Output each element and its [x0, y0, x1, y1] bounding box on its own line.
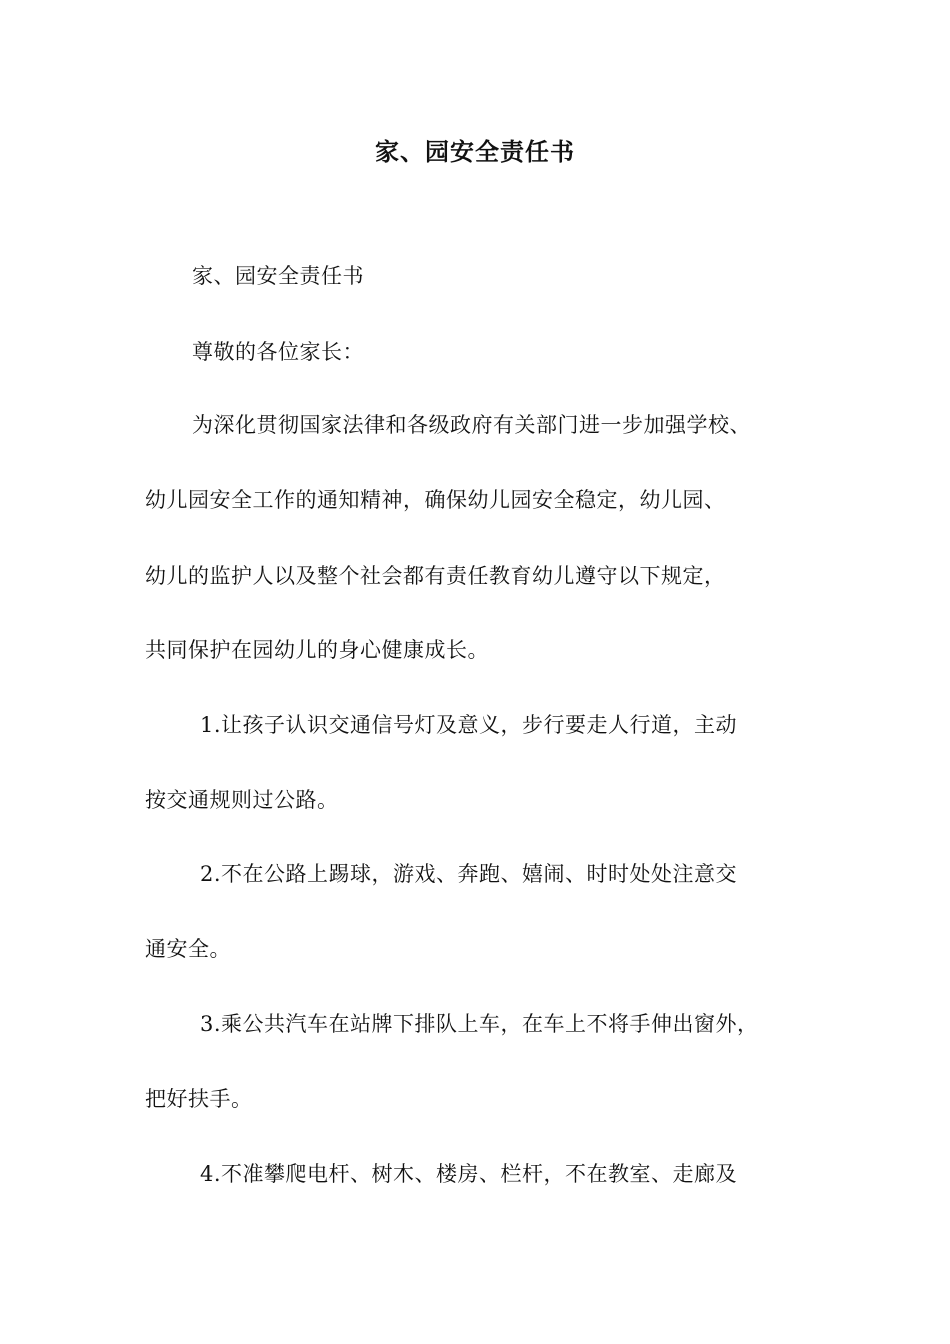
- rule-3-line: 把好扶手。: [145, 1087, 253, 1111]
- salutation-line: 尊敬的各位家长：: [192, 340, 364, 364]
- rule-4-line: 4.不准攀爬电杆、树木、楼房、栏杆，不在教室、走廊及: [200, 1162, 738, 1186]
- body-line: 为深化贯彻国家法律和各级政府有关部门进一步加强学校、: [192, 413, 751, 437]
- rule-1-line: 按交通规则过公路。: [145, 788, 339, 812]
- rule-3-line: 3.乘公共汽车在站牌下排队上车，在车上不将手伸出窗外，: [200, 1012, 759, 1036]
- document-title: 家、园安全责任书: [375, 137, 575, 166]
- rule-2-line: 2.不在公路上踢球，游戏、奔跑、嬉闹、时时处处注意交: [200, 862, 738, 886]
- subtitle-line: 家、园安全责任书: [192, 264, 364, 288]
- rule-2-line: 通安全。: [145, 937, 231, 961]
- body-line: 幼儿的监护人以及整个社会都有责任教育幼儿遵守以下规定，: [145, 564, 726, 588]
- body-line: 幼儿园安全工作的通知精神，确保幼儿园安全稳定，幼儿园、: [145, 488, 726, 512]
- body-line: 共同保护在园幼儿的身心健康成长。: [145, 638, 489, 662]
- rule-1-line: 1.让孩子认识交通信号灯及意义，步行要走人行道，主动: [200, 713, 738, 737]
